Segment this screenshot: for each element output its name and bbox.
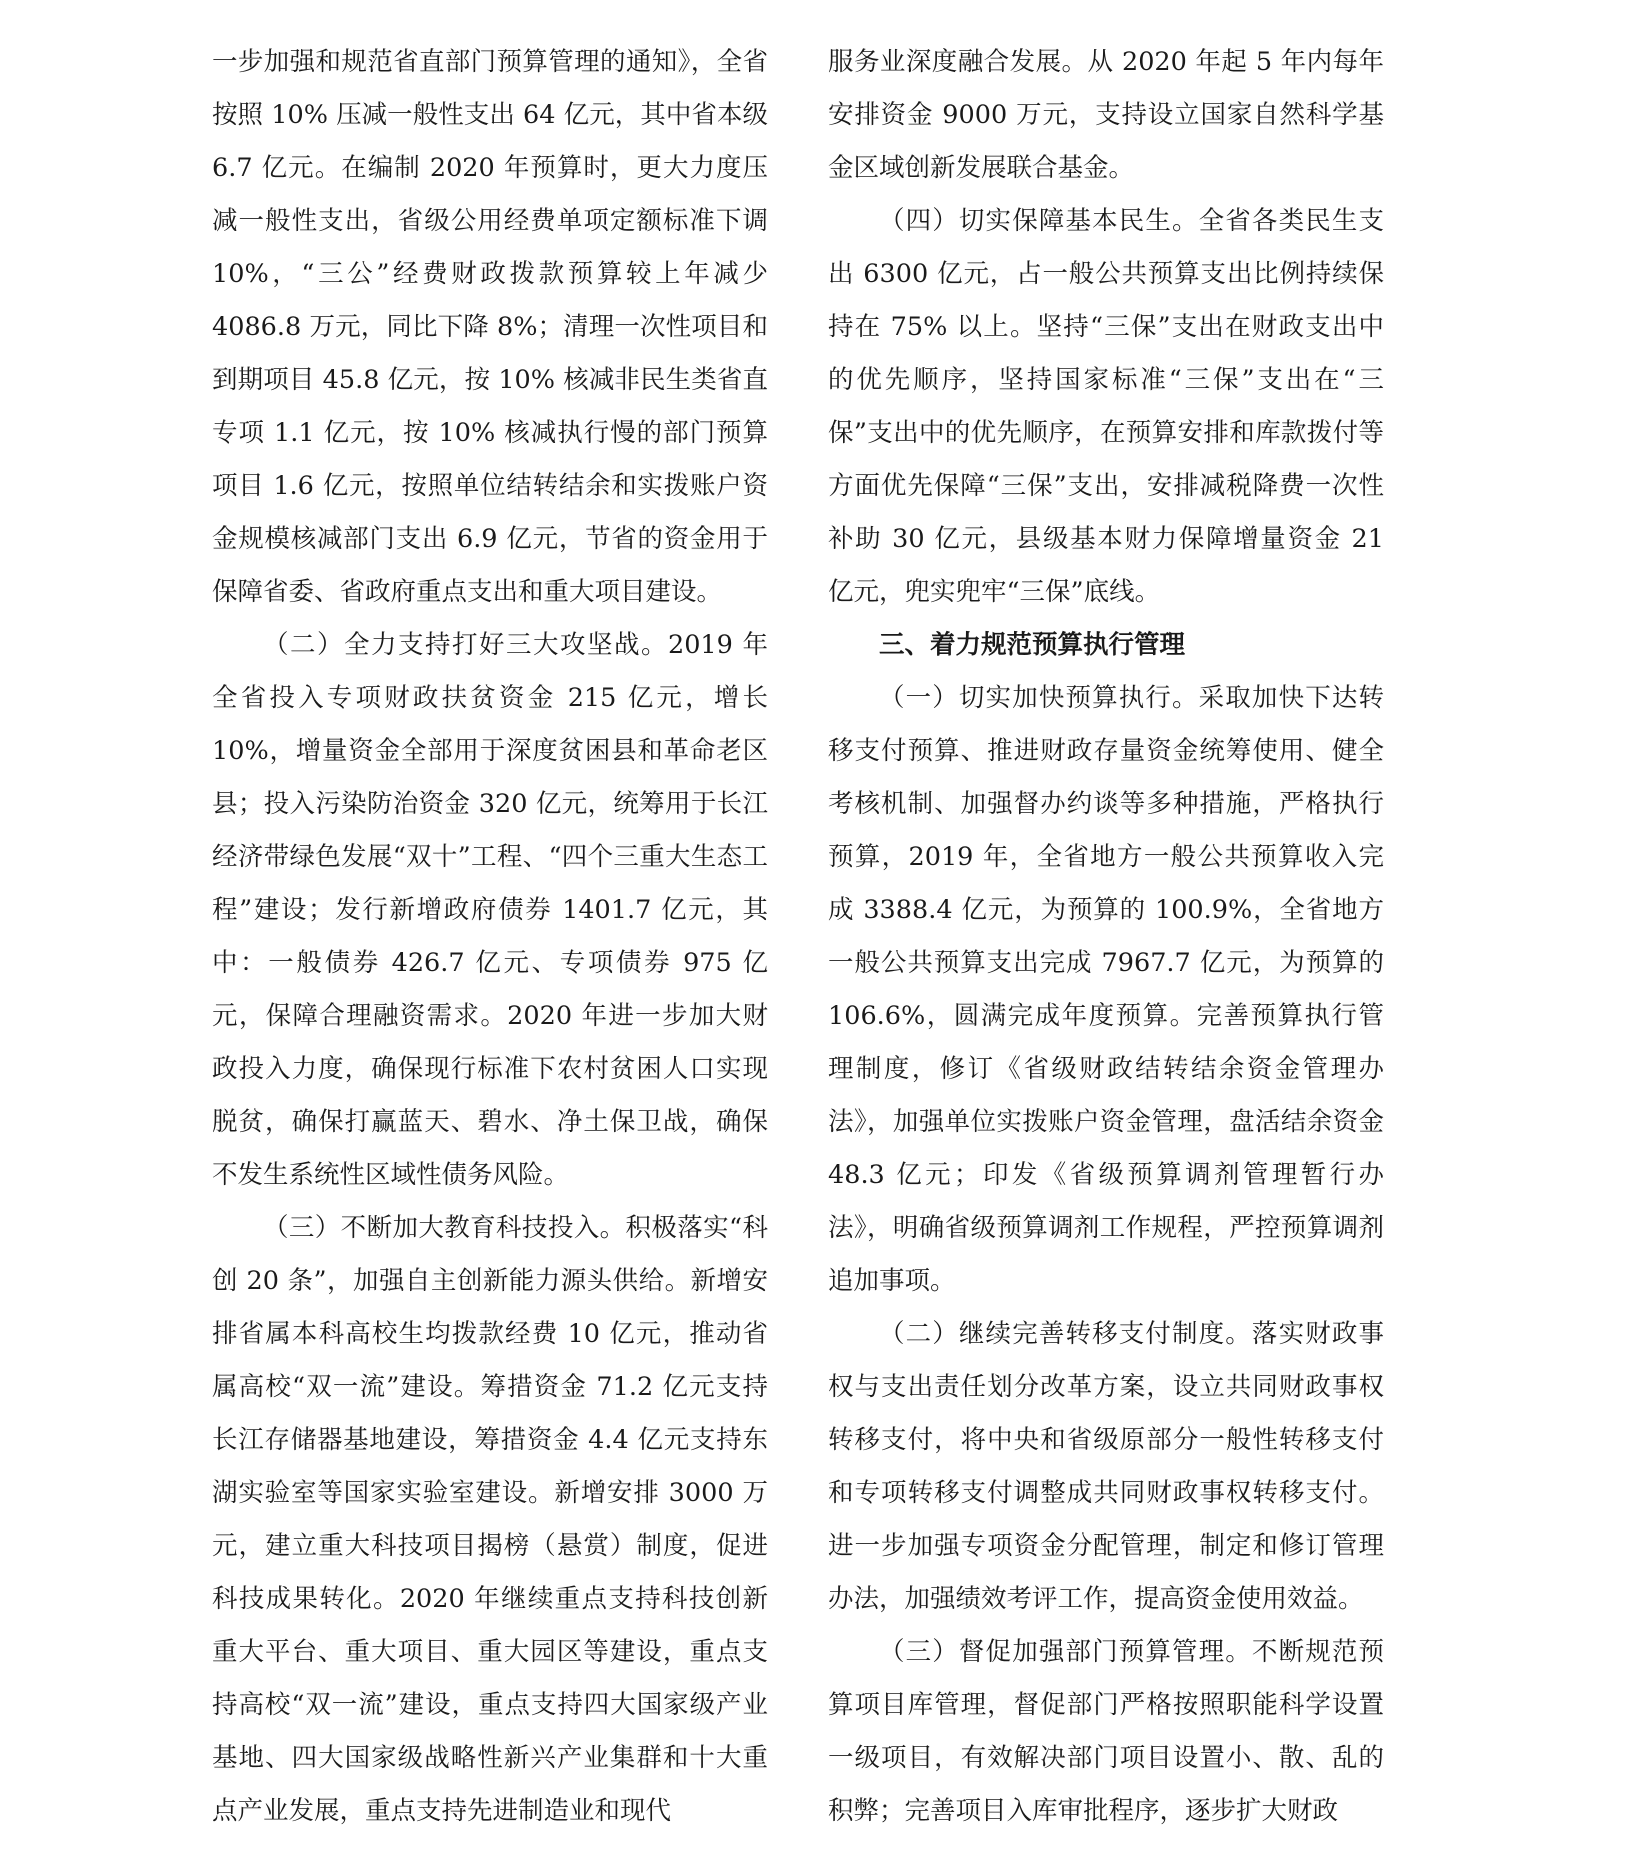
paragraph: （三）不断加大教育科技投入。积极落实“科创 20 条”，加强自主创新能力源头供给。新增安排省属本科高校生均拨款经费 10 亿元，推动省属高校“双一流”建设。筹措资金 71.2 亿元支持长江存储器基地建设，筹措资金 4.4 亿元支持东湖实验室等国家实验室建设。新增安排 3000 万元，建立重大科技项目揭榜（悬赏）制度，促进科技成果转化。2020 年继续重点支持科技创新重大平台、重大项目、重大园区等建设，重点支持高校“双一流”建设，重点支持四大国家级产业基地、四大国家级战略性新兴产业集群和十大重点产业发展，重点支持先进制造业和现代 (212, 1213, 768, 1826)
right-column (828, 36, 1384, 1838)
paragraph: （三）督促加强部门预算管理。不断规范预算项目库管理，督促部门严格按照职能科学设置一级项目，有效解决部门项目设置小、散、乱的积弊；完善项目入库审批程序，逐步扩大财政 (828, 1637, 1384, 1826)
paragraph: （四）切实保障基本民生。全省各类民生支出 6300 亿元，占一般公共预算支出比例持续保持在 75% 以上。坚持“三保”支出在财政支出中的优先顺序，坚持国家标准“三保”支出在“三保”支出中的优先顺序，在预算安排和库款拨付等方面优先保障“三保”支出，安排减税降费一次性补助 30 亿元，县级基本财力保障增量资金 21 亿元，兜实兜牢“三保”底线。 (828, 206, 1384, 607)
paragraph: 服务业深度融合发展。从 2020 年起 5 年内每年安排资金 9000 万元，支持设立国家自然科学基金区域创新发展联合基金。 (828, 47, 1384, 183)
paragraph: （二）全力支持打好三大攻坚战。2019 年全省投入专项财政扶贫资金 215 亿元，增长 10%，增量资金全部用于深度贫困县和革命老区县；投入污染防治资金 320 亿元，统筹用于长江经济带绿色发展“双十”工程、“四个三重大生态工程”建设；发行新增政府债券 1401.7 亿元，其中：一般债券 426.7 亿元、专项债券 975 亿元，保障合理融资需求。2020 年进一步加大财政投入力度，确保现行标准下农村贫困人口实现脱贫，确保打赢蓝天、碧水、净土保卫战，确保不发生系统性区域性债务风险。 (212, 630, 768, 1190)
left-column (212, 36, 768, 1838)
section-heading: 三、着力规范预算执行管理 (879, 630, 1186, 660)
paragraph: （一）切实加快预算执行。采取加快下达转移支付预算、推进财政存量资金统筹使用、健全考核机制、加强督办约谈等多种措施，严格执行预算，2019 年，全省地方一般公共预算收入完成 3388.4 亿元，为预算的 100.9%，全省地方一般公共预算支出完成 7967.7 亿元，为预算的 106.6%，圆满完成年度预算。完善预算执行管理制度，修订《省级财政结转结余资金管理办法》，加强单位实拨账户资金管理，盘活结余资金 48.3 亿元；印发《省级预算调剂管理暂行办法》，明确省级预算调剂工作规程，严控预算调剂追加事项。 (828, 683, 1384, 1296)
paragraph: （二）继续完善转移支付制度。落实财政事权与支出责任划分改革方案，设立共同财政事权转移支付，将中央和省级原部分一般性转移支付和专项转移支付调整成共同财政事权转移支付。进一步加强专项资金分配管理，制定和修订管理办法，加强绩效考评工作，提高资金使用效益。 (828, 1319, 1384, 1614)
paragraph: 一步加强和规范省直部门预算管理的通知》，全省按照 10% 压减一般性支出 64 亿元，其中省本级 6.7 亿元。在编制 2020 年预算时，更大力度压减一般性支出，省级公用经费单项定额标准下调 10%，“三公”经费财政拨款预算较上年减少 4086.8 万元，同比下降 8%；清理一次性项目和到期项目 45.8 亿元，按 10% 核减非民生类省直专项 1.1 亿元，按 10% 核减执行慢的部门预算项目 1.6 亿元，按照单位结转结余和实拨账户资金规模核减部门支出 6.9 亿元，节省的资金用于保障省委、省政府重点支出和重大项目建设。 (212, 47, 768, 607)
